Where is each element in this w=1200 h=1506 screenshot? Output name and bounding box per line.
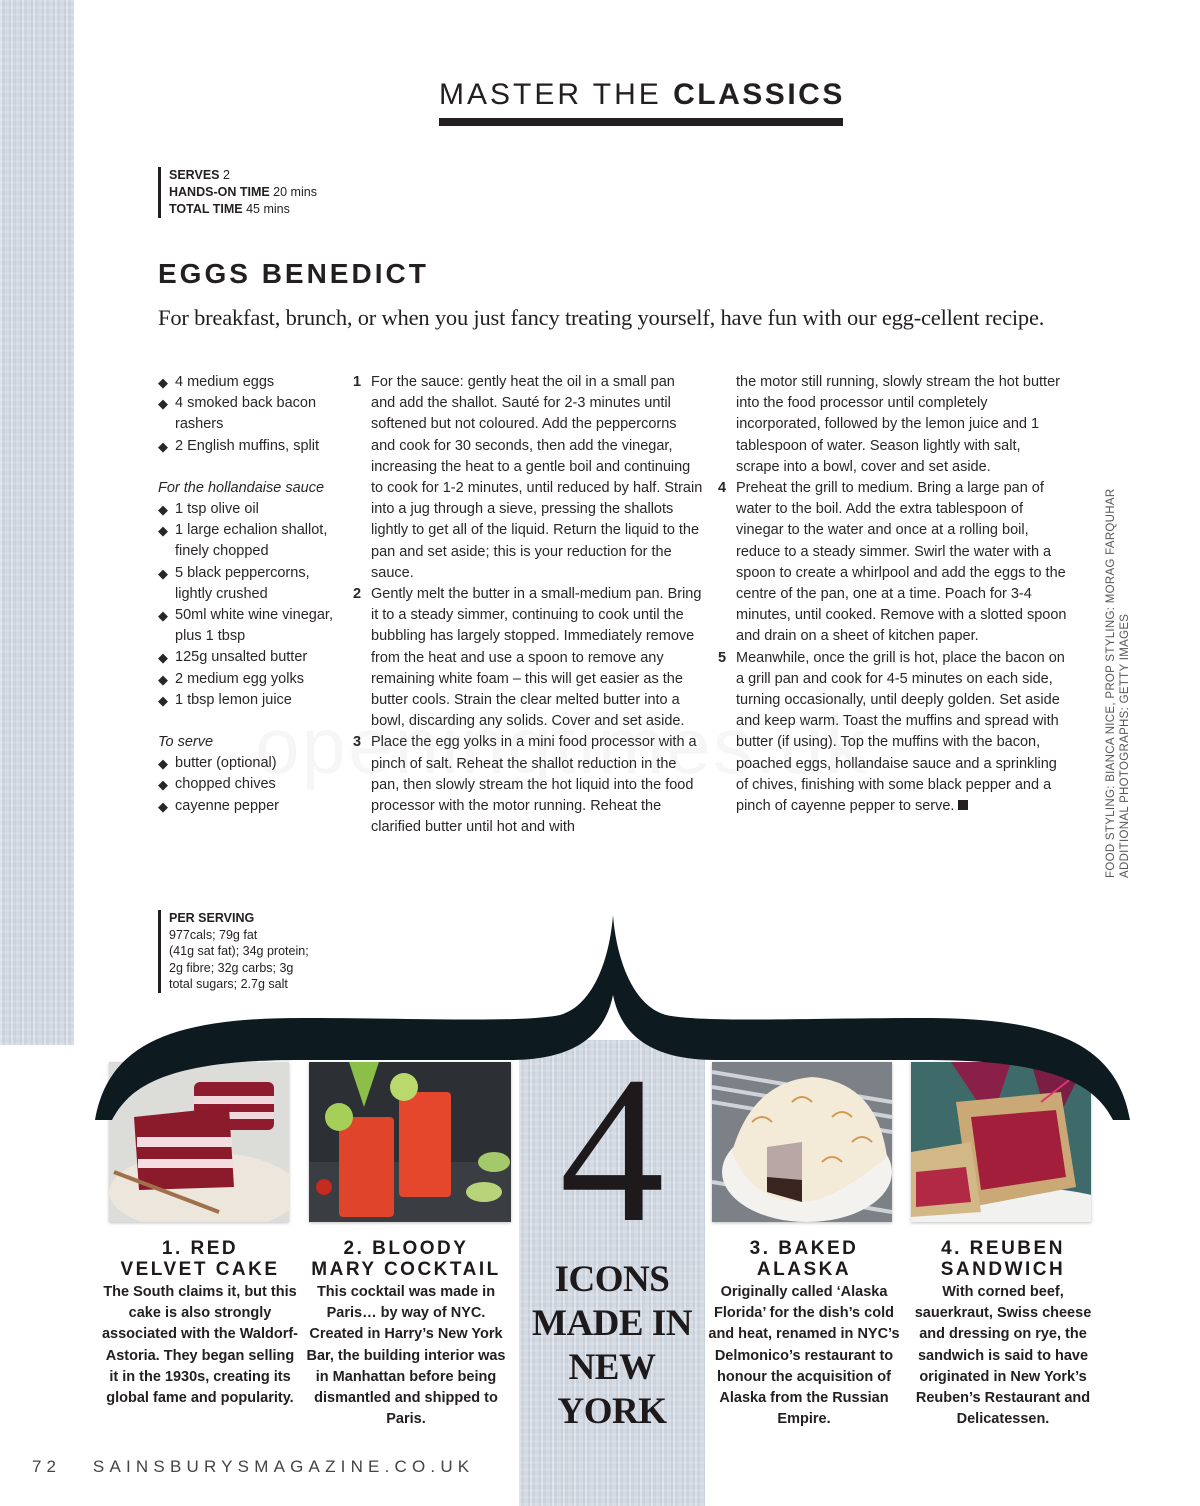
recipe-title: EGGS BENEDICT (158, 258, 429, 289)
ingredient: ◆ 1 large echalion shallot, finely chopped (158, 522, 328, 560)
diamond-bullet-icon: ◆ (158, 502, 168, 518)
ingredient: ◆ 1 tbsp lemon juice (158, 690, 348, 711)
icon-card-text: With corned beef, sauerkraut, Swiss cheese and dressing on rye, the sandwich is said to have originated in New York’s Reuben’s Restaurant and Delicatessen. (914, 1284, 1092, 1428)
diamond-bullet-icon: ◆ (158, 523, 168, 539)
ingredients-list (158, 372, 348, 817)
icon-card-baked-alaska (704, 1238, 904, 1430)
wood-texture-strip (0, 0, 74, 1045)
icon-card-title: 1. RED VELVET CAKE (120, 1238, 280, 1280)
method-step-3: 3 Place the egg yolks in a mini food processor with a pinch of salt. Reheat the shallot reduction in the pan, then slowly stream the hot liquid into the food processor with the motor running. Reheat the clarified butter until hot and with (353, 734, 697, 836)
icon-card-reuben (903, 1238, 1103, 1430)
ingredient: ◆ 50ml white wine vinegar, plus 1 tbsp (158, 607, 333, 645)
serves: SERVES 2 (169, 168, 230, 182)
diamond-bullet-icon: ◆ (158, 438, 168, 454)
diamond-bullet-icon: ◆ (158, 671, 168, 687)
page-footer (32, 1457, 474, 1477)
diamond-bullet-icon: ◆ (158, 777, 168, 793)
ingredient: ◆ 125g unsalted butter (158, 647, 348, 668)
total-time: TOTAL TIME 45 mins (169, 202, 290, 216)
method-step-1: 1 For the sauce: gently heat the oil in a small pan and add the shallot. Sauté for 2-3 minutes until softened but not coloured. Add the peppercorns and cook for 30 seconds, then add the vinegar, increasing the heat to a gentle boil and continuing to cook for 1-2 minutes, until reduced by half. Strain into a jug through a sieve, pressing the shallots lightly to get all of the liquid. Return the liquid to the pan and set aside; this is your reduction for the sauce. (353, 374, 703, 581)
big-number: 4 (559, 1034, 665, 1266)
ingredient: ◆ cayenne pepper (158, 796, 348, 817)
method-step-3-continued: the motor still running, slowly stream the hot butter into the food processor until completely incorporated, followed by the lemon juice and 1 tablespoon of water. Season lightly with salt, scrape into a bowl, cover and set aside. (736, 374, 1060, 475)
hands-on-time: HANDS-ON TIME 20 mins (169, 185, 317, 199)
icon-card-text: The South claims it, but this cake is also strongly associated with the Waldorf-Astoria. They began selling it in the 1930s, creating its global fame and popularity. (101, 1284, 299, 1407)
method-step-4: 4 Preheat the grill to medium. Bring a large pan of water to the boil. Add the extra tablespoon of vinegar to the water and once at a rolling boil, reduce to a steady simmer. Swirl the water with a spoon to create a whirlpool and add the eggs to the centre of the pan, one at a time. Poach for 3-4 minutes, until cooked. Remove with a slotted spoon and drain on a sheet of kitchen paper. (718, 480, 1067, 645)
ingredient: ◆ 2 medium egg yolks (158, 669, 348, 690)
section-header (439, 78, 843, 126)
method-column-2 (718, 372, 1068, 817)
ingredient: ◆ 4 medium eggs (158, 372, 348, 393)
icon-card-text: Originally called ‘Alaska Florida’ for the dish’s cold and heat, renamed in NYC’s Delmonico’s restaurant to honour the acquisition of Alaska from the Russian Empire. (708, 1284, 900, 1428)
icon-card-bloody-mary (306, 1238, 506, 1430)
method-step-5: 5 Meanwhile, once the grill is hot, place the bacon on a grill pan and cook for 4-5 minutes on each side, turning occasionally, until deeply golden. Set aside and keep warm. Toast the muffins and spread with butter (if using). Top the muffins with the bacon, poached eggs, hollandaise sauce and a sprinkling of chives, finishing with some black pepper and a pinch of cayenne pepper to serve. (718, 649, 1065, 815)
ingredient: ◆ 4 smoked back bacon rashers (158, 395, 317, 433)
ingredient: ◆ 1 tsp olive oil (158, 499, 348, 520)
header-rule (439, 118, 843, 126)
icon-card-title: 3. BAKED ALASKA (749, 1238, 859, 1280)
ingredient: ◆ chopped chives (158, 774, 348, 795)
icon-card-title: 4. REUBEN SANDWICH (940, 1238, 1066, 1280)
ingredient: ◆ butter (optional) (158, 753, 348, 774)
diamond-bullet-icon: ◆ (158, 396, 168, 412)
curly-brace-decoration (90, 915, 1135, 1125)
diamond-bullet-icon: ◆ (158, 608, 168, 624)
end-square-icon (958, 800, 968, 810)
icons-feature-title: ICONS MADE IN NEW YORK (532, 1259, 692, 1432)
section-title: MASTER THE CLASSICS (439, 78, 845, 111)
diamond-bullet-icon: ◆ (158, 375, 168, 390)
icon-card-red-velvet (100, 1238, 300, 1409)
diamond-bullet-icon: ◆ (158, 692, 168, 708)
diamond-bullet-icon: ◆ (158, 798, 168, 814)
diamond-bullet-icon: ◆ (158, 565, 168, 581)
recipe-intro: For breakfast, brunch, or when you just fancy treating yourself, have fun with our egg-cellent recipe. (158, 305, 1045, 330)
magazine-website: SAINSBURYSMAGAZINE.CO.UK (92, 1457, 475, 1476)
nutrition-info: PER SERVING 977cals; 79g fat (41g sat fat); 34g protein; 2g fibre; 32g carbs; 3g total sugars; 2.7g salt (158, 910, 309, 993)
diamond-bullet-icon: ◆ (158, 650, 168, 666)
method-step-2: 2 Gently melt the butter in a small-medium pan. Bring it to a steady simmer, continuing to cook until the bubbling has largely stopped. Immediately remove from the heat and use a spoon to remove any remaining white foam – this will get easier as the butter cools. Strain the clear melted butter into a bowl, discarding any solids. Cover and set aside. (353, 586, 702, 730)
to-serve-heading: To serve (158, 734, 214, 751)
icon-card-title: 2. BLOODY MARY COCKTAIL (311, 1238, 501, 1280)
recipe-meta (158, 167, 317, 218)
ingredient: ◆ 2 English muffins, split (158, 436, 348, 457)
diamond-bullet-icon: ◆ (158, 756, 168, 772)
photo-credits: FOOD STYLING: BIANCA NICE, PROP STYLING: MORAG FARQUHAR ADDITIONAL PHOTOGRAPHS: GETTY IMAGES (1105, 488, 1131, 878)
method-column-1 (353, 372, 703, 838)
ingredient: ◆ 5 black peppercorns, lightly crushed (158, 564, 310, 602)
icon-card-text: This cocktail was made in Paris… by way of NYC. Created in Harry’s New York Bar, the building interior was in Manhattan before being dismantled and shipped to Paris. (306, 1284, 506, 1428)
hollandaise-heading: For the hollandaise sauce (158, 479, 325, 496)
page-number: 72 (32, 1457, 61, 1476)
